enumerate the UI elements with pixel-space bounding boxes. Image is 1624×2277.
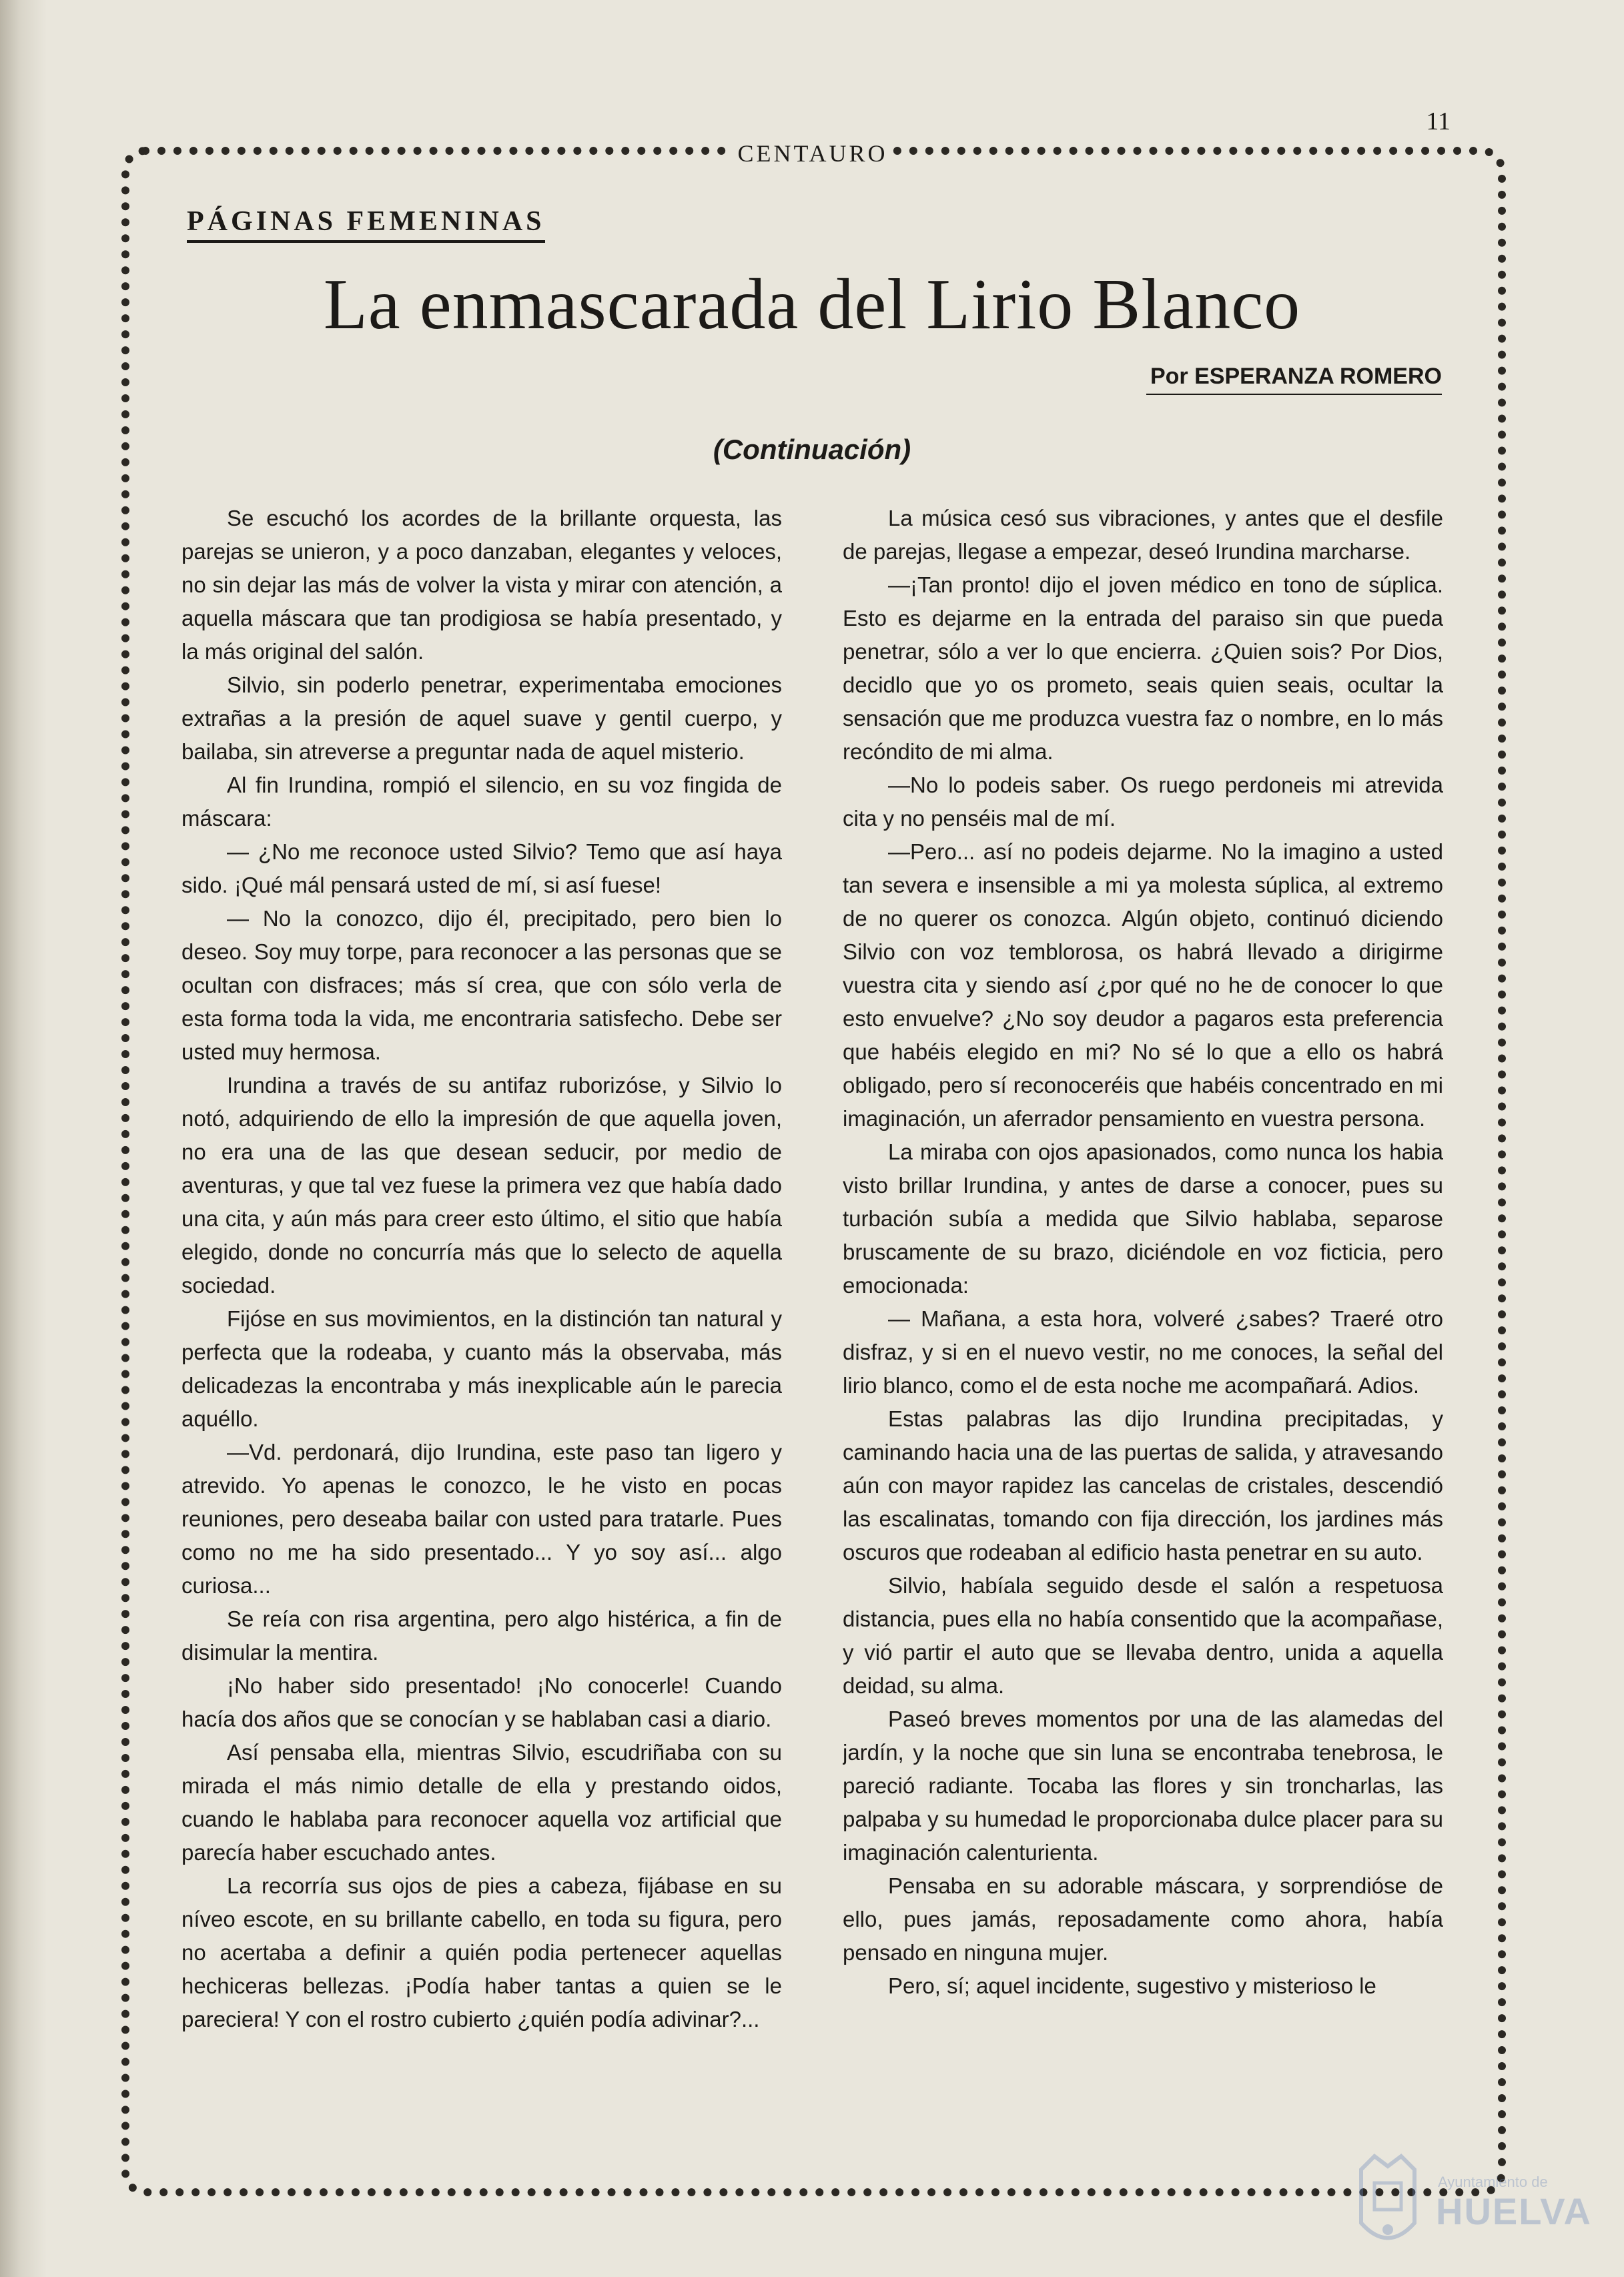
paragraph: —Vd. perdonará, dijo Irundina, este paso tan ligero y atrevido. Yo apenas le conozco, le he visto en pocas reuniones, pero deseaba bailar con usted para tratarle. Pues como no me ha sido presentado... Y yo soy así... algo curiosa...	[181, 1440, 782, 1598]
coat-of-arms-icon	[1348, 2143, 1428, 2256]
paragraph: —Pero... así no podeis dejarme. No la imagino a usted tan severa e insensible a mi ya molesta súplica, al extremo de no querer os conozca. Algún objeto, continuó diciendo Silvio con voz temblorosa, os habrá llevado a dirigirme vuestra cita y siendo así ¿por qué no he de conocer lo que esto envuelve? ¿No soy deudor a pagaros esta preferencia que habéis elegido en mi? No sé lo que a ello os habrá obligado, pero sí reconoceréis que habéis concentrado en mi imaginación, un aferrador pensamiento en vuestra persona.	[843, 839, 1443, 1131]
watermark-line2: HUELVA	[1436, 2190, 1592, 2232]
paragraph: —No lo podeis saber. Os ruego perdoneis mi atrevida cita y no penséis mal de mí.	[843, 773, 1443, 831]
section-label: PÁGINAS FEMENINAS	[187, 205, 545, 243]
paragraph: La recorría sus ojos de pies a cabeza, fijábase en su níveo escote, en su brillante cabello, en toda su figura, pero no acertaba a definir a quién podia pertenecer aquellas hechiceras bellezas. ¡Podía haber tantas a quien se le pareciera! Y con el rostro cubierto ¿quién podía adivinar?...	[181, 1873, 782, 2031]
paragraph: Así pensaba ella, mientras Silvio, escudriñaba con su mirada el más nimio detalle de ella y prestando oidos, cuando le hablaba para reconocer aquella voz artificial que parecía haber escuchado antes.	[181, 1740, 782, 1865]
paragraph: Estas palabras las dijo Irundina precipitadas, y caminando hacia una de las puertas de salida, y atravesando aún con mayor rapidez las cancelas de cristales, descendió las escalinatas, tomando con fija dirección, los jardines más oscuros que rodeaban al edificio hasta penetrar en su auto.	[843, 1406, 1443, 1564]
paragraph: ¡No haber sido presentado! ¡No conocerle! Cuando hacía dos años que se conocían y se hablaban casi a diario.	[181, 1673, 782, 1731]
paragraph: Irundina a través de su antifaz ruborizóse, y Silvio lo notó, adquiriendo de ello la impresión de que aquella joven, no era una de las que desean seducir, por medio de aventuras, y que tal vez fuese la primera vez que había dado una cita, y aún más para creer esto último, el sitio que había elegido, donde no concurría más que lo selecto de aquella sociedad.	[181, 1073, 782, 1298]
right-column	[843, 502, 1443, 2136]
paragraph: Pero, sí; aquel incidente, sugestivo y misterioso le	[888, 1973, 1376, 1998]
paragraph: Silvio, sin poderlo penetrar, experimentaba emociones extrañas a la presión de aquel suave y gentil cuerpo, y bailaba, sin atreverse a preguntar nada de aquel misterio.	[181, 672, 782, 764]
paragraph: — No la conozco, dijo él, precipitado, pero bien lo deseo. Soy muy torpe, para reconocer a las personas que se ocultan con disfraces; más sí crea, que con sólo verla de esta forma toda la vida, me encontraria satisfecho. Debe ser usted muy hermosa.	[181, 906, 782, 1064]
paragraph: Se reía con risa argentina, pero algo histérica, a fin de disimular la mentira.	[181, 1607, 782, 1665]
paragraph: — Mañana, a esta hora, volveré ¿sabes? Traeré otro disfraz, y si en el nuevo vestir, no me conoces, la señal del lirio blanco, como el de esta noche me acompañará. Adios.	[843, 1306, 1443, 1398]
paragraph: —¡Tan pronto! dijo el joven médico en tono de súplica. Esto es dejarme en la entrada del paraiso sin que pueda penetrar, sólo a ver lo que encierra. ¿Quien sois? Por Dios, decidlo que yo os prometo, seais quien seais, ocultar la sensación que me produzca vuestra faz o nombre, en lo más recóndito de mi alma.	[843, 572, 1443, 764]
paragraph: — ¿No me reconoce usted Silvio? Temo que así haya sido. ¡Qué mál pensará usted de mí, si así fuese!	[181, 839, 782, 897]
page-number: 11	[1426, 107, 1451, 135]
article-author: Por ESPERANZA ROMERO	[1146, 364, 1442, 395]
continuation-label: (Continuación)	[713, 434, 911, 465]
paragraph: Al fin Irundina, rompió el silencio, en su voz fingida de máscara:	[181, 773, 782, 831]
watermark-line1: Ayuntamiento de	[1438, 2174, 1548, 2190]
paragraph: Fijóse en sus movimientos, en la distinción tan natural y perfecta que la rodeaba, y cuanto más la observaba, más delicadezas la encontraba y más inexplicable aún le parecia aquéllo.	[181, 1306, 782, 1431]
article-title: La enmascarada del Lirio Blanco	[323, 265, 1301, 344]
ayuntamiento-watermark	[1348, 2143, 1592, 2256]
paragraph: Pensaba en su adorable máscara, y sorprendióse de ello, pues jamás, reposadamente como ahora, había pensado en ninguna mujer.	[843, 1873, 1443, 1965]
paragraph: La miraba con ojos apasionados, como nunca los habia visto brillar Irundina, y antes de darse a conocer, pues su turbación subía a medida que Silvio hablaba, separose bruscamente de su brazo, diciéndole en voz ficticia, pero emocionada:	[843, 1140, 1443, 1298]
paragraph: Paseó breves momentos por una de las alamedas del jardín, y la noche que sin luna se encontraba tenebrosa, le pareció radiante. Tocaba las flores y sin troncharlas, las palpaba y su humedad le proporcionaba dulce placer para su imaginación calenturienta.	[843, 1707, 1443, 1865]
left-column	[181, 502, 782, 2136]
paragraph: Se escuchó los acordes de la brillante orquesta, las parejas se unieron, y a poco danzaban, elegantes y veloces, no sin dejar las más de volver la vista y mirar con atención, a aquella máscara que tan prodigiosa se había presentado, y la más original del salón.	[181, 506, 782, 664]
paragraph: Silvio, habíala seguido desde el salón a respetuosa distancia, pues ella no había consentido que la acompañase, y vió partir el auto que se llevaba dentro, unida a aquella deidad, su alma.	[843, 1573, 1443, 1698]
paragraph: La música cesó sus vibraciones, y antes que el desfile de parejas, llegase a empezar, deseó Irundina marcharse.	[843, 506, 1443, 564]
masthead: CENTAURO	[733, 133, 893, 173]
